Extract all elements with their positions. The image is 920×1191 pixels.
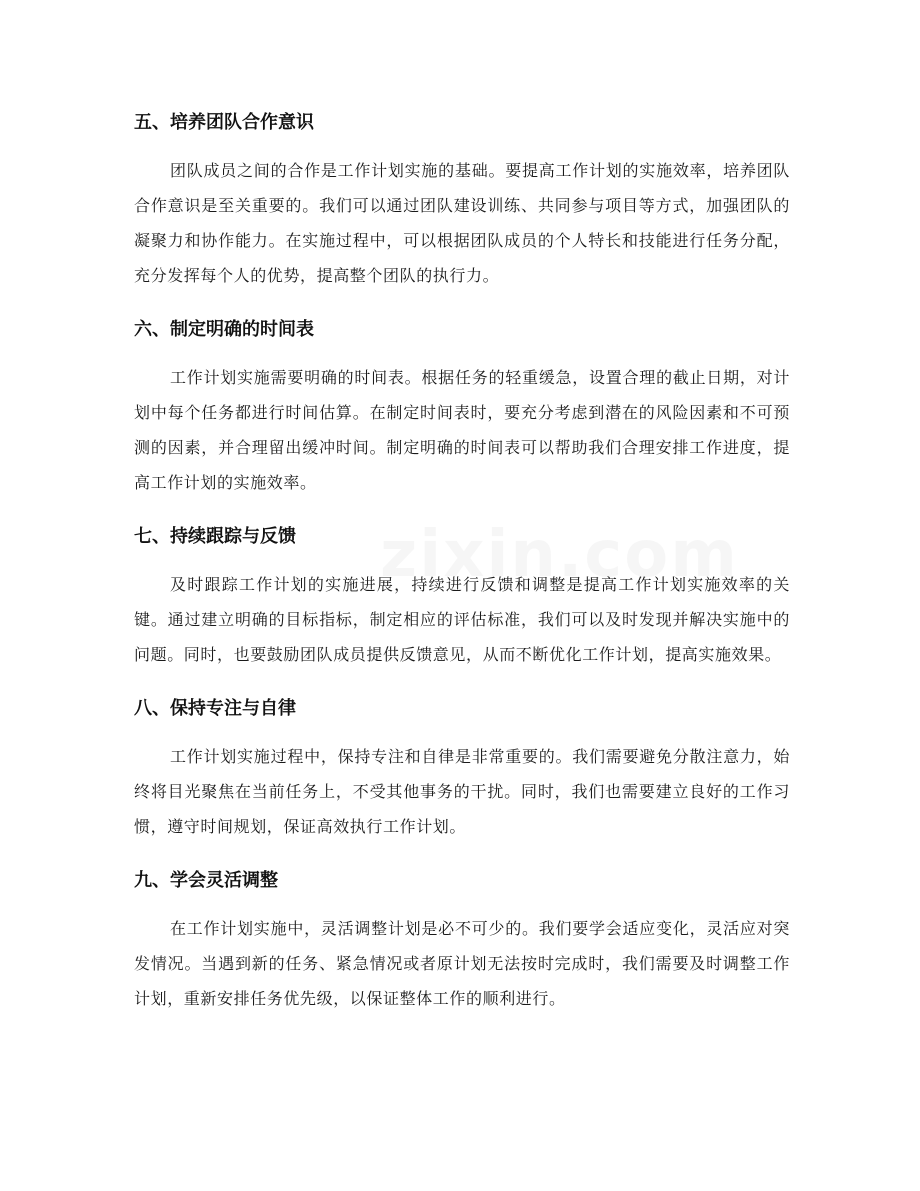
section-6 <box>134 311 790 500</box>
section-paragraph: 工作计划实施过程中，保持专注和自律是非常重要的。我们需要避免分散注意力，始终将目光聚焦在当前任务上，不受其他事务的干扰。同时，我们也需要建立良好的工作习惯，遵守时间规划，保证高效执行工作计划。 <box>134 747 790 836</box>
section-paragraph: 工作计划实施需要明确的时间表。根据任务的轻重缓急，设置合理的截止日期，对计划中每个任务都进行时间估算。在制定时间表时，要充分考虑到潜在的风险因素和不可预测的因素，并合理留出缓冲时间。制定明确的时间表可以帮助我们合理安排工作进度，提高工作计划的实施效率。 <box>134 368 790 492</box>
section-heading: 九、学会灵活调整 <box>134 870 278 891</box>
document-body <box>134 104 790 1034</box>
section-9 <box>134 862 790 1016</box>
section-paragraph: 及时跟踪工作计划的实施进展，持续进行反馈和调整是提高工作计划实施效率的关键。通过建立明确的目标指标，制定相应的评估标准，我们可以及时发现并解决实施中的问题。同时，也要鼓励团队成员提供反馈意见，从而不断优化工作计划，提高实施效果。 <box>134 575 790 664</box>
section-paragraph: 团队成员之间的合作是工作计划实施的基础。要提高工作计划的实施效率，培养团队合作意识是至关重要的。我们可以通过团队建设训练、共同参与项目等方式，加强团队的凝聚力和协作能力。在实施过程中，可以根据团队成员的个人特长和技能进行任务分配，充分发挥每个人的优势，提高整个团队的执行力。 <box>134 161 790 285</box>
section-heading: 五、培养团队合作意识 <box>134 112 314 133</box>
section-paragraph: 在工作计划实施中，灵活调整计划是必不可少的。我们要学会适应变化，灵活应对突发情况。当遇到新的任务、紧急情况或者原计划无法按时完成时，我们需要及时调整工作计划，重新安排任务优先级，以保证整体工作的顺利进行。 <box>134 919 790 1008</box>
section-heading: 六、制定明确的时间表 <box>134 319 314 340</box>
section-heading: 七、持续跟踪与反馈 <box>134 526 296 547</box>
section-7 <box>134 518 790 672</box>
section-heading: 八、保持专注与自律 <box>134 698 296 719</box>
section-8 <box>134 690 790 844</box>
section-5 <box>134 104 790 293</box>
